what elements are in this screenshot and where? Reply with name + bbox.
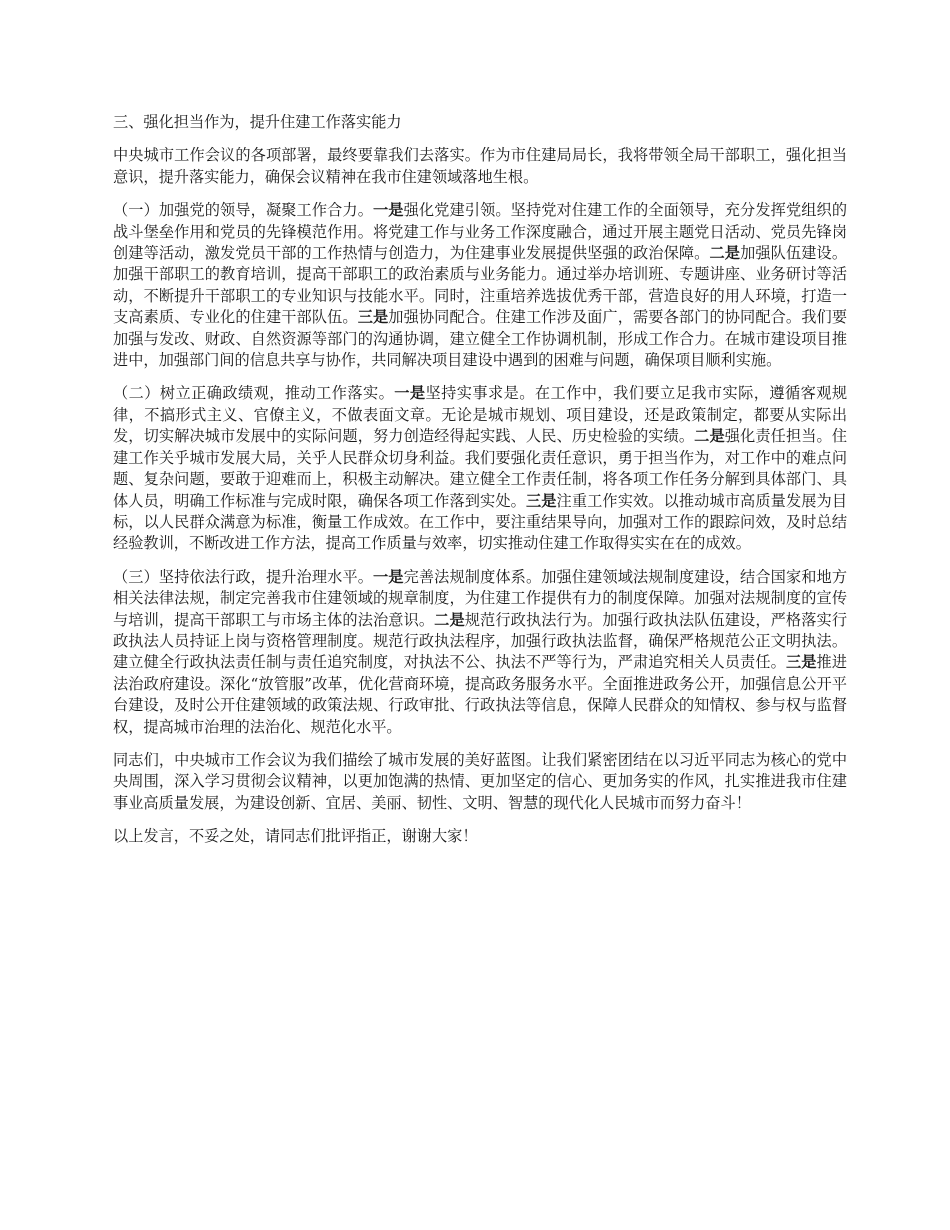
closing-paragraph: 同志们，中央城市工作会议为我们描绘了城市发展的美好蓝图。让我们紧密团结在以习近平同志为核心的党中央周围，深入学习贯彻会议精神，以更加饱满的热情、更加坚定的信心、更加务实的作风，扎实推进我市住建事业高质量发展，为建设创新、宜居、美丽、韧性、文明、智慧的现代化人民城市而努力奋斗！ bbox=[113, 750, 847, 812]
section-1-paragraph bbox=[113, 200, 847, 371]
section-2-text-2: 强化责任担当。住建工作关乎城市发展大局，关乎人民群众切身利益。我们要强化责任意识，勇于担当作为，对工作中的难点问题、复杂问题，要敢于迎难而上，积极主动解决。建立健全工作责任制，将各项工作任务分解到具体部门、具体人员，明确工作标准与完成时限，确保各项工作落到实处。 bbox=[113, 427, 848, 510]
section-3-lead: （三）坚持依法行政，提升治理水平。 bbox=[113, 567, 373, 586]
section-1-keyword-3: 三是 bbox=[357, 308, 389, 327]
section-2-keyword-3: 三是 bbox=[525, 491, 557, 510]
section-3-paragraph bbox=[113, 567, 847, 738]
intro-paragraph: 中央城市工作会议的各项部署，最终要靠我们去落实。作为市住建局局长，我将带领全局干部职工，强化担当意识，提升落实能力，确保会议精神在我市住建领域落地生根。 bbox=[113, 146, 847, 186]
section-2-text-1: 坚持实事求是。在工作中，我们要立足我市实际，遵循客观规律，不搞形式主义、官僚主义，不做表面文章。无论是城市规划、项目建设，还是政策制定，都要从实际出发，切实解决城市发展中的实际问题，努力创造经得起实践、人民、历史检验的实绩。 bbox=[113, 384, 848, 446]
section-3-keyword-3: 三是 bbox=[785, 653, 817, 672]
section-heading: 三、强化担当作为，提升住建工作落实能力 bbox=[113, 113, 402, 131]
section-2-keyword-2: 二是 bbox=[694, 427, 725, 446]
section-3-text-1: 完善法规制度体系。加强住建领域法规制度建设，结合国家和地方相关法律法规，制定完善我市住建领域的规章制度，为住建工作提供有力的制度保障。加强对法规制度的宣传与培训，提高干部职工与市场主体的法治意识。 bbox=[113, 567, 848, 629]
section-2-paragraph bbox=[113, 383, 847, 554]
section-1-keyword-1: 一是 bbox=[373, 201, 404, 220]
section-1-lead: （一）加强党的领导，凝聚工作合力。 bbox=[113, 201, 373, 220]
section-1-text-3: 加强协同配合。住建工作涉及面广，需要各部门的协同配合。我们要加强与发改、财政、自然资源等部门的沟通协调，建立健全工作协调机制，形成工作合力。在城市建设项目推进中，加强部门间的信息共享与协作，共同解决项目建设中遇到的困难与问题，确保项目顺利实施。 bbox=[113, 308, 848, 370]
section-1-text-1: 强化党建引领。坚持党对住建工作的全面领导，充分发挥党组织的战斗堡垒作用和党员的先锋模范作用。将党建工作与业务工作深度融合，通过开展主题党日活动、党员先锋岗创建等活动，激发党员干部的工作热情与创造力，为住建事业发展提供坚强的政治保障。 bbox=[113, 201, 848, 263]
final-remark: 以上发言，不妥之处，请同志们批评指正，谢谢大家！ bbox=[113, 827, 478, 846]
section-2-keyword-1: 一是 bbox=[394, 384, 426, 403]
section-3-keyword-1: 一是 bbox=[373, 567, 404, 586]
document-page bbox=[113, 112, 847, 860]
section-3-keyword-2: 二是 bbox=[434, 610, 465, 629]
section-1-keyword-2: 二是 bbox=[709, 244, 741, 263]
section-2-text-3: 注重工作实效。以推动城市高质量发展为目标，以人民群众满意为标准，衡量工作成效。在工作中，要注重结果导向，加强对工作的跟踪问效，及时总结经验教训，不断改进工作方法，提高工作质量与效率，切实推动住建工作取得实实在在的成效。 bbox=[113, 491, 848, 553]
section-3-text-2: 规范行政执法行为。加强行政执法队伍建设，严格落实行政执法人员持证上岗与资格管理制度。规范行政执法程序，加强行政执法监督，确保严格规范公正文明执法。建立健全行政执法责任制与责任追究制度，对执法不公、执法不严等行为，严肃追究相关人员责任。 bbox=[113, 610, 848, 672]
section-2-lead: （二）树立正确政绩观，推动工作落实。 bbox=[113, 384, 395, 403]
section-3-text-3: 推进法治政府建设。深化“放管服”改革，优化营商环境，提高政务服务水平。全面推进政务公开，加强信息公开平台建设，及时公开住建领域的政策法规、行政审批、行政执法等信息，保障人民群众的知情权、参与权与监督权，提高城市治理的法治化、规范化水平。 bbox=[113, 653, 848, 736]
section-1-text-2: 加强队伍建设。加强干部职工的教育培训，提高干部职工的政治素质与业务能力。通过举办培训班、专题讲座、业务研讨等活动，不断提升干部职工的专业知识与技能水平。同时，注重培养选拔优秀干部，营造良好的用人环境，打造一支高素质、专业化的住建干部队伍。 bbox=[113, 244, 848, 327]
